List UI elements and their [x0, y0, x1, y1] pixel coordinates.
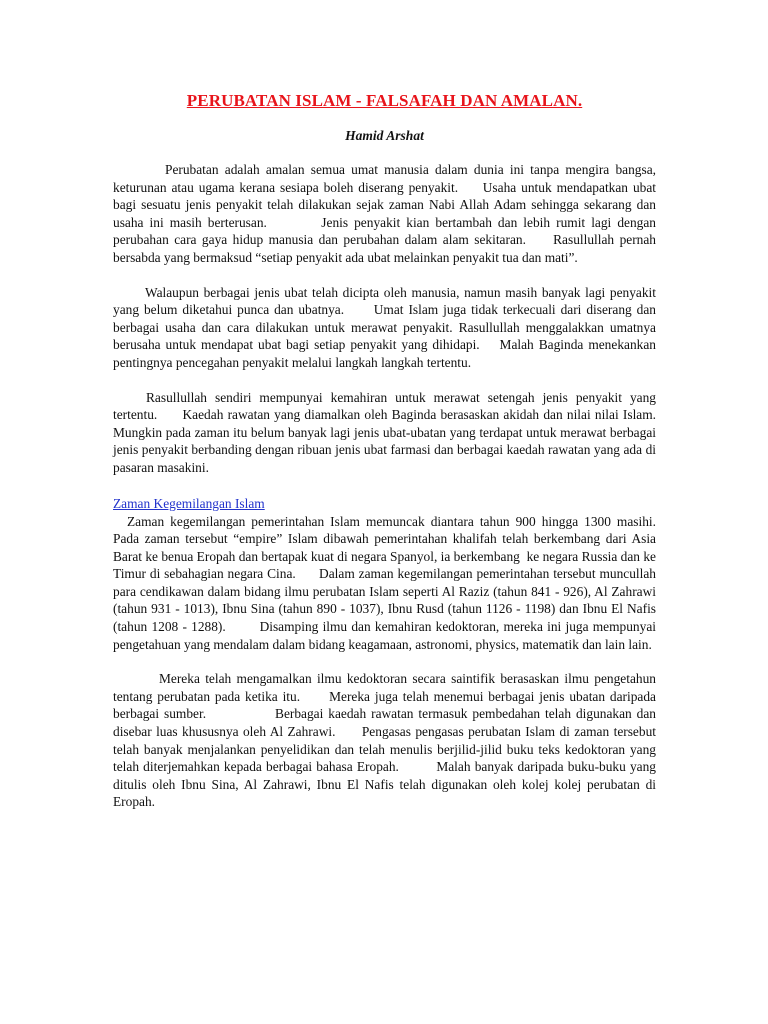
section-heading	[113, 495, 656, 513]
document-title: PERUBATAN ISLAM - FALSAFAH DAN AMALAN.	[186, 91, 583, 110]
section-heading-link[interactable]: Zaman Kegemilangan Islam	[113, 495, 265, 511]
section-paragraph-second: Mereka telah mengamalkan ilmu kedoktoran secara saintifik berasaskan ilmu pengetahun tentang perubatan pada ketika itu. Mereka juga telah menemui berbagai jenis ubatan daripada berbagai sumber. Berbagai kaedah rawatan termasuk pembedahan telah digunakan dan disebar luas khususnya oleh Al Zahrawi. Pengasas pengasas perubatan Islam di zaman tersebut telah banyak menjalankan penyelidikan dan telah menulis berjilid-jilid buku teks kedoktoran yang telah diterjemahkan kepada berbagai bahasa Eropah. Malah banyak daripada buku-buku yang ditulis oleh Ibnu Sina, Al Zahrawi, Ibnu El Nafis telah digunakan oleh kolej kolej perubatan di Eropah.	[113, 671, 660, 810]
paragraph-second: Walaupun berbagai jenis ubat telah dicipta oleh manusia, namun masih banyak lagi penyakit yang belum diketahui punca dan ubatnya. Umat Islam juga tidak terkecuali dari diserang dan berbagai usaha dan cara dilakukan untuk merawat penyakit. Rasullullah menggalakkan umatnya berusaha untuk mendapat ubat bagi setiap penyakit yang dihidapi. Malah Baginda menekankan pentingnya pencegahan penyakit melalui langkah langkah tertentu.	[113, 284, 660, 370]
paragraph-third: Rasullullah sendiri mempunyai kemahiran untuk merawat setengah jenis penyakit yang tertentu. Kaedah rawatan yang diamalkan oleh Baginda berasaskan akidah dan nilai nilai Islam. Mungkin pada zaman itu belum banyak lagi jenis ubat-ubatan yang terdapat untuk merawat berbagai jenis penyakit berbanding dengan ribuan jenis ubat farmasi dan berbagai kaedah rawatan yang ada di pasaran masakini.	[113, 389, 677, 475]
author-name: Hamid Arshat	[345, 128, 424, 143]
paragraph-intro: Perubatan adalah amalan semua umat manusia dalam dunia ini tanpa mengira bangsa, keturunan atau ugama kerana sesiapa boleh diserang penyakit. Usaha untuk mendapatkan ubat bagi sesuatu jenis penyakit telah dilakukan sejak zaman Nabi Allah Adam sehingga sekarang dan usaha ini masih berterusan. Jenis penyakit kian bertambah dan lebih rumit lagi dengan perubahan cara gaya hidup manusia dan perubahan dalam alam sekitaran. Rasullullah pernah bersabda yang bermaksud “setiap penyakit ada ubat melainkan penyakit tua dan mati”.	[113, 162, 660, 265]
section-paragraph-first: Zaman kegemilangan pemerintahan Islam memuncak diantara tahun 900 hingga 1300 masihi. Pada zaman tersebut “empire” Islam dibawah pemerintahan khalifah telah berkembang dari Asia Barat ke benua Eropah dan bertapak kuat di negara Spanyol, ia berkembang ke negara Russia dan ke Timur di sebahagian negara Cina. Dalam zaman kegemilangan pemerintahan tersebut muncullah para cendikawan dalam bidang ilmu perubatan Islam seperti Al Raziz (tahun 841 - 926), Al Zahrawi (tahun 931 - 1013), Ibnu Sina (tahun 890 - 1037), Ibnu Rusd (tahun 1126 - 1198) dan Ibnu El Nafis (tahun 1208 - 1288). Disamping ilmu dan kemahiran kedoktoran, mereka ini juga mempunyai pengetahuan yang mendalam dalam bidang keagamaan, astronomi, physics, matematik dan lain lain.	[113, 513, 677, 652]
